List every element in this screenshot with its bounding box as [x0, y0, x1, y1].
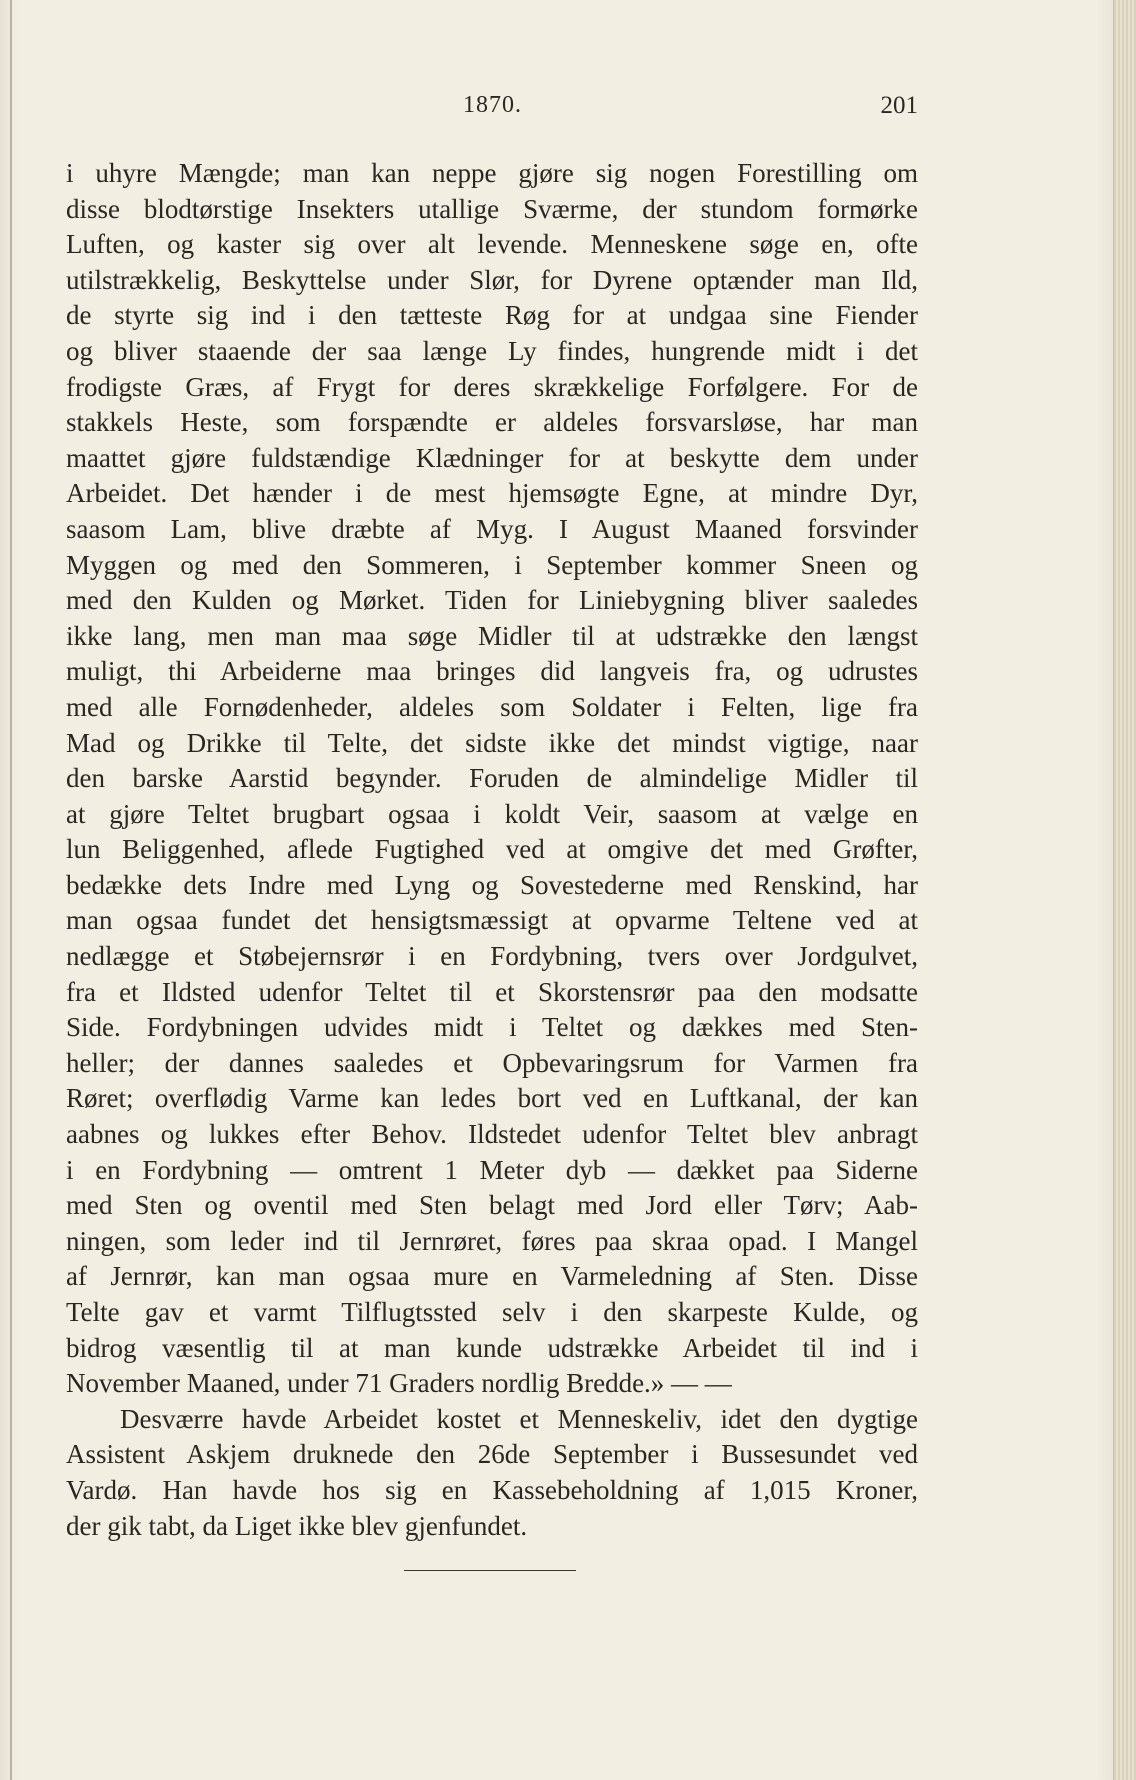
- section-end-rule: [404, 1570, 576, 1571]
- text-line: i uhyre Mængde; man kan neppe gjøre sig nogen Forestilling om: [66, 158, 918, 188]
- text-line: November Maaned, under 71 Graders nordlig Bredde.» — —: [66, 1368, 732, 1399]
- text-line: nedlægge et Støbejernsrør i en Fordybning, tvers over Jordgulvet,: [66, 941, 918, 972]
- body-text: [66, 156, 918, 1544]
- text-line: den barske Aarstid begynder. Foruden de almindelige Midler til: [66, 763, 918, 794]
- text-line: maattet gjøre fuldstændige Klædninger for at beskytte dem under: [66, 442, 918, 473]
- text-line: i en Fordybning — omtrent 1 Meter dyb — dækket paa Siderne: [66, 1154, 918, 1185]
- text-line: med den Kulden og Mørket. Tiden for Liniebygning bliver saaledes: [66, 585, 918, 616]
- text-line: der gik tabt, da Liget ikke blev gjenfundet.: [66, 1510, 528, 1541]
- page-header: [66, 90, 918, 130]
- running-head-year: 1870.: [463, 92, 522, 118]
- paragraph-2: [66, 1402, 918, 1544]
- text-line: bedække dets Indre med Lyng og Sovestederne med Renskind, har: [66, 869, 918, 900]
- page-stack-edge: [1113, 0, 1136, 1780]
- text-line: Side. Fordybningen udvides midt i Teltet og dækkes med Sten-: [66, 1012, 918, 1043]
- text-line: frodigste Græs, af Frygt for deres skrækkelige Forfølgere. For de: [66, 371, 918, 402]
- text-line: Desværre havde Arbeidet kostet et Menneskeliv, idet den dygtige: [120, 1403, 918, 1434]
- text-line: muligt, thi Arbeiderne maa bringes did langveis fra, og udrustes: [66, 656, 918, 687]
- text-line: Myggen og med den Sommeren, i September kommer Sneen og: [66, 549, 918, 580]
- text-line: saasom Lam, blive dræbte af Myg. I August Maaned forsvinder: [66, 513, 918, 544]
- text-line: utilstrækkelig, Beskyttelse under Slør, for Dyrene optænder man Ild,: [66, 264, 918, 295]
- text-line: Røret; overflødig Varme kan ledes bort ved en Luftkanal, der kan: [66, 1083, 918, 1114]
- text-line: Assistent Askjem druknede den 26de September i Bussesundet ved: [66, 1439, 918, 1470]
- text-line: stakkels Heste, som forspændte er aldeles forsvarsløse, har man: [66, 407, 918, 438]
- paragraph-1: [66, 156, 918, 1402]
- text-line: bidrog væsentlig til at man kunde udstrække Arbeidet til ind i: [66, 1332, 918, 1363]
- text-line: med alle Fornødenheder, aldeles som Soldater i Felten, lige fra: [66, 691, 918, 722]
- text-line: aabnes og lukkes efter Behov. Ildstedet udenfor Teltet blev anbragt: [66, 1119, 918, 1150]
- text-line: Arbeidet. Det hænder i de mest hjemsøgte Egne, at mindre Dyr,: [66, 478, 918, 509]
- text-line: de styrte sig ind i den tætteste Røg for at undgaa sine Fiender: [66, 300, 918, 331]
- text-line: fra et Ildsted udenfor Teltet til et Skorstensrør paa den modsatte: [66, 976, 918, 1007]
- text-line: med Sten og oventil med Sten belagt med Jord eller Tørv; Aab-: [66, 1190, 918, 1221]
- text-line: man ogsaa fundet det hensigtsmæssigt at opvarme Teltene ved at: [66, 905, 918, 936]
- text-line: af Jernrør, kan man ogsaa mure en Varmeledning af Sten. Disse: [66, 1261, 918, 1292]
- text-line: Mad og Drikke til Telte, det sidste ikke det mindst vigtige, naar: [66, 727, 918, 758]
- page-number: 201: [880, 92, 918, 119]
- text-line: lun Beliggenhed, aflede Fugtighed ved at omgive det med Grøfter,: [66, 834, 918, 865]
- text-line: ikke lang, men man maa søge Midler til at udstrække den længst: [66, 620, 918, 651]
- text-line: heller; der dannes saaledes et Opbevaringsrum for Varmen fra: [66, 1047, 918, 1078]
- text-line: disse blodtørstige Insekters utallige Sværme, der stundom formørke: [66, 193, 918, 224]
- text-line: Telte gav et varmt Tilflugtssted selv i den skarpeste Kulde, og: [66, 1297, 918, 1327]
- text-line: ningen, som leder ind til Jernrøret, føres paa skraa opad. I Mangel: [66, 1225, 918, 1256]
- text-line: Luften, og kaster sig over alt levende. Menneskene søge en, ofte: [66, 229, 918, 260]
- binding-edge: [10, 0, 12, 1780]
- text-line: Vardø. Han havde hos sig en Kassebeholdning af 1,015 Kroner,: [66, 1474, 918, 1505]
- text-line: at gjøre Teltet brugbart ogsaa i koldt Veir, saasom at vælge en: [66, 798, 918, 829]
- text-line: og bliver staaende der saa længe Ly findes, hungrende midt i det: [66, 335, 918, 366]
